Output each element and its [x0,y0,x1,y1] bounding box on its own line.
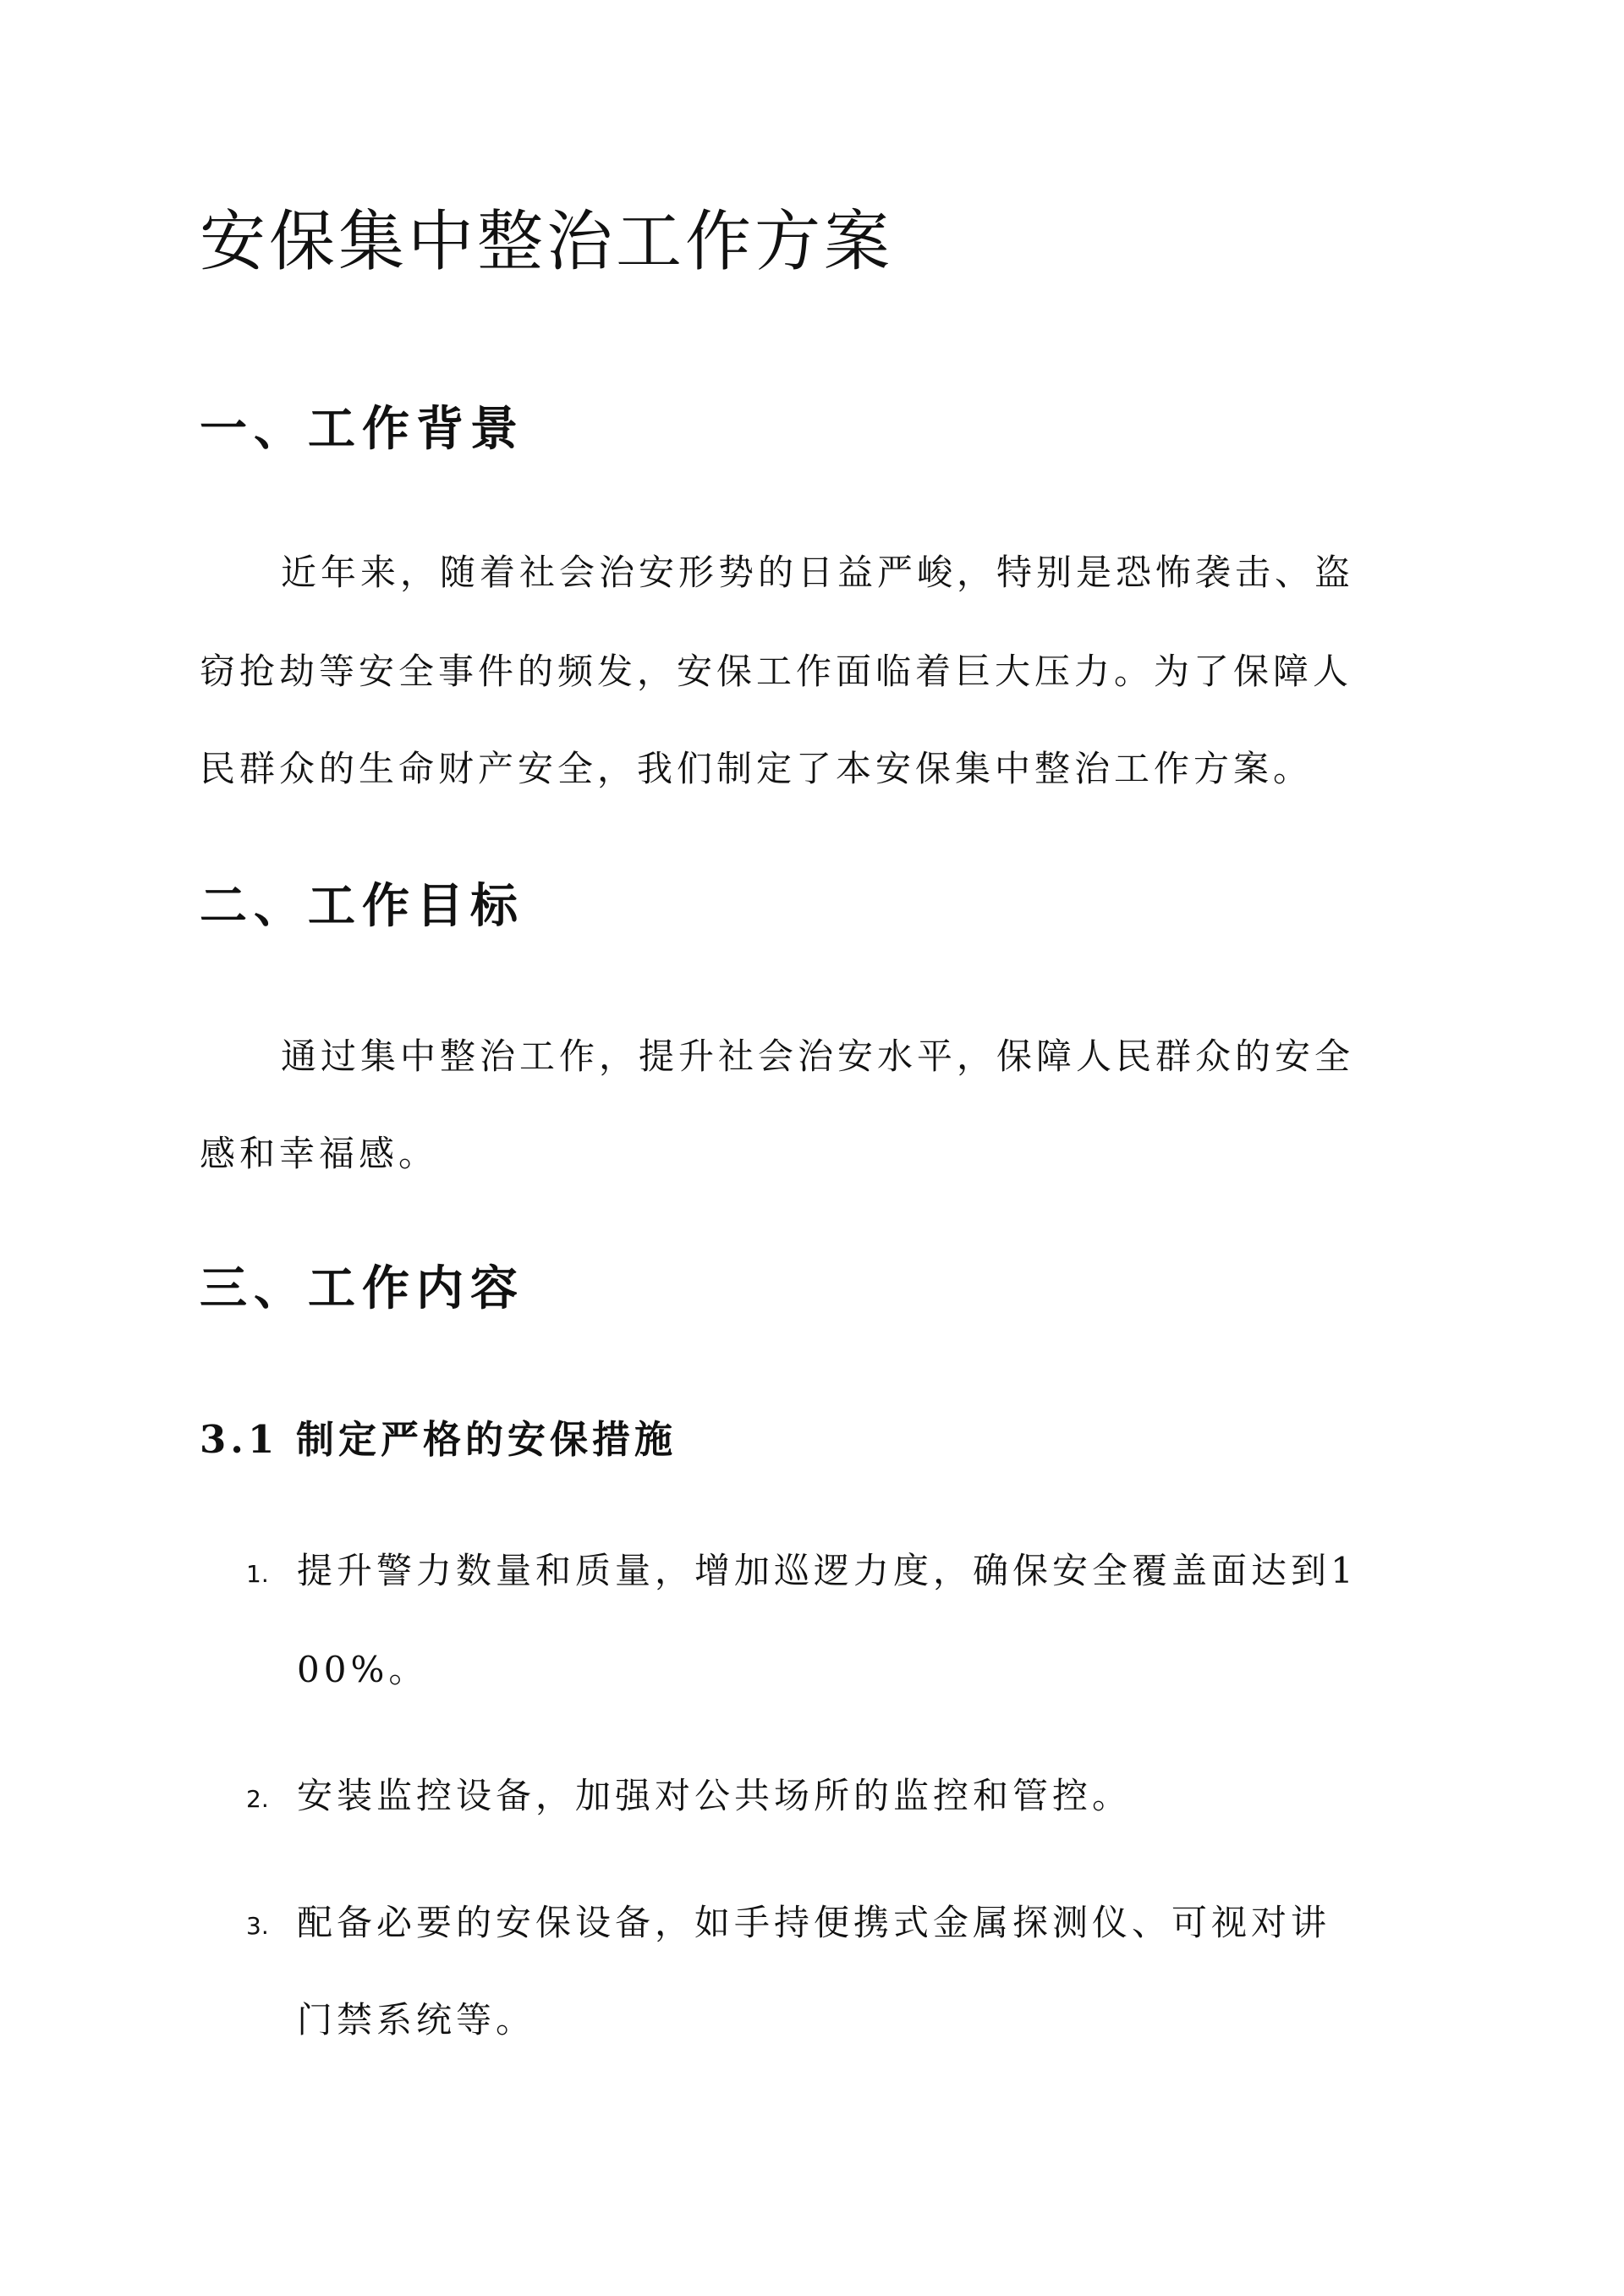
paragraph-line: 近年来，随着社会治安形势的日益严峻，特别是恐怖袭击、盗 [281,552,1355,593]
paragraph-line: 民群众的生命财产安全，我们制定了本安保集中整治工作方案。 [200,748,1314,789]
list-item-line: 提升警力数量和质量，增加巡逻力度，确保安全覆盖面达到1 [297,1550,1358,1591]
section-heading-content: 三、工作内容 [200,1261,524,1316]
paragraph-line: 通过集中整治工作，提升社会治安水平，保障人民群众的安全 [281,1035,1355,1077]
list-item-line: 门禁系统等。 [297,1999,536,2041]
list-item [200,1775,1426,1868]
document-title: 安保集中整治工作方案 [200,204,894,280]
list-item [200,1902,1426,2096]
subsection-heading: 3.1 制定严格的安保措施 [200,1417,677,1462]
list-item-line: 配备必要的安保设备，如手持便携式金属探测仪、可视对讲 [297,1902,1331,1943]
list-item-line: 安装监控设备，加强对公共场所的监控和管控。 [297,1775,1133,1816]
list-item-number: 2. [246,1785,269,1813]
paragraph-line: 感和幸福感。 [200,1133,439,1174]
paragraph-line: 窃抢劫等安全事件的频发，安保工作面临着巨大压力。为了保障人 [200,651,1353,692]
list-item [200,1550,1426,1744]
section-heading-background: 一、工作背景 [200,401,524,457]
section-heading-goals: 二、工作目标 [200,878,524,934]
list-item-number: 1. [246,1560,269,1588]
list-item-line: 00%。 [297,1649,429,1690]
list-item-number: 3. [246,1912,269,1940]
